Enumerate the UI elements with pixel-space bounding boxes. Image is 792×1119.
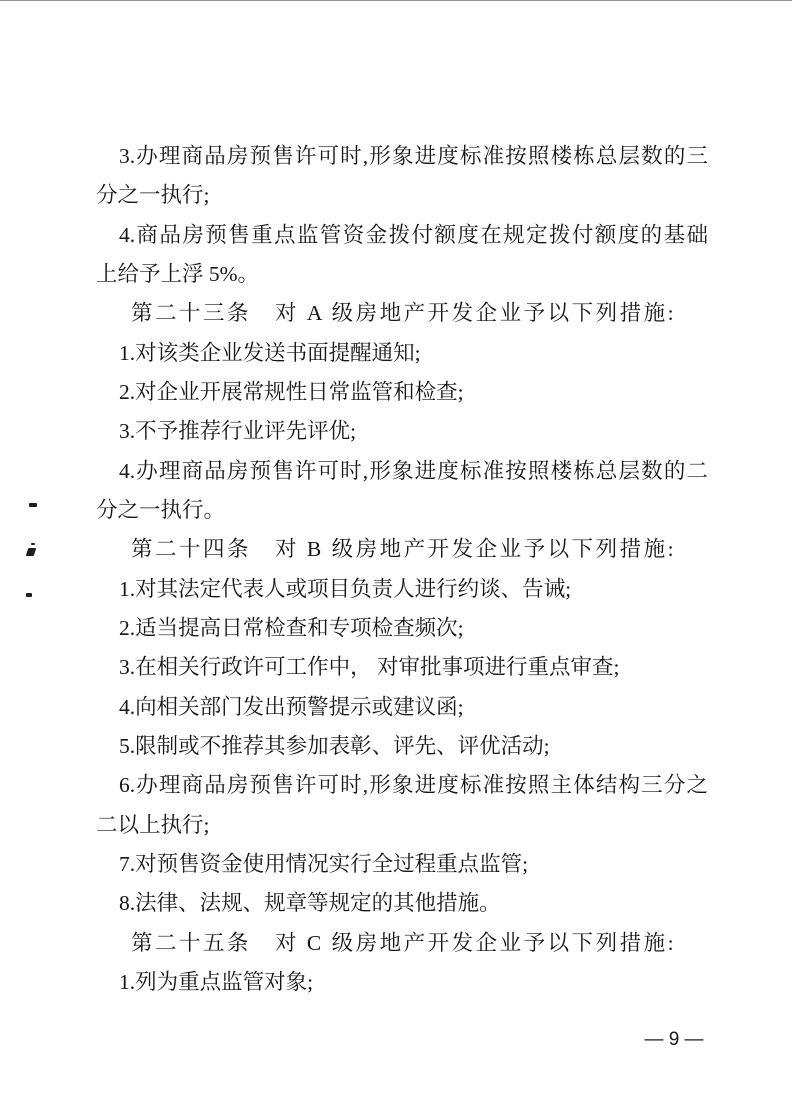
doc-line: 3.在相关行政许可工作中， 对审批事项进行重点审查; [119, 655, 620, 680]
article-heading-25: 第二十五条 对 C 级房地产开发企业予以下列措施: [131, 930, 677, 955]
article-heading-23: 第二十三条 对 A 级房地产开发企业予以下列措施: [131, 301, 677, 326]
doc-line: 2.对企业开展常规性日常监管和检查; [119, 379, 464, 404]
doc-line: 4.办理商品房预售许可时,形象进度标准按照楼栋总层数的二 [119, 458, 708, 483]
ink-speck [29, 503, 37, 507]
doc-line: 1.对该类企业发送书面提醒通知; [119, 340, 421, 365]
document-body-text [0, 137, 792, 1002]
article-heading-24: 第二十四条 对 B 级房地产开发企业予以下列措施: [131, 537, 677, 562]
doc-line: 上给予上浮 5%。 [96, 261, 260, 286]
doc-line: 6.办理商品房预售许可时,形象进度标准按照主体结构三分之 [119, 773, 708, 798]
scan-edge-line [0, 0, 792, 1]
doc-line: 分之一执行; [96, 183, 210, 208]
page-number: — 9 — [644, 1029, 704, 1050]
doc-line: 1.对其法定代表人或项目负责人进行约谈、告诫; [119, 576, 572, 601]
doc-line: 4.向相关部门发出预警提示或建议函; [119, 694, 464, 719]
doc-line: 3.办理商品房预售许可时,形象进度标准按照楼栋总层数的三 [119, 144, 708, 168]
doc-line: 1.列为重点监管对象; [119, 969, 314, 994]
doc-line: 分之一执行。 [96, 497, 226, 522]
doc-line: 5.限制或不推荐其参加表彰、评先、评优活动; [119, 733, 550, 758]
doc-line: 2.适当提高日常检查和专项检查频次; [119, 615, 464, 640]
doc-line: 二以上执行; [96, 812, 210, 837]
ink-speck [26, 593, 32, 597]
doc-line: 7.对预售资金使用情况实行全过程重点监管; [119, 851, 529, 876]
doc-line: 3.不予推荐行业评先评优; [119, 419, 357, 444]
ink-speck [31, 543, 35, 545]
doc-line: 4.商品房预售重点监管资金拨付额度在规定拨付额度的基础 [119, 222, 708, 247]
doc-line: 8.法律、法规、规章等规定的其他措施。 [119, 891, 501, 916]
